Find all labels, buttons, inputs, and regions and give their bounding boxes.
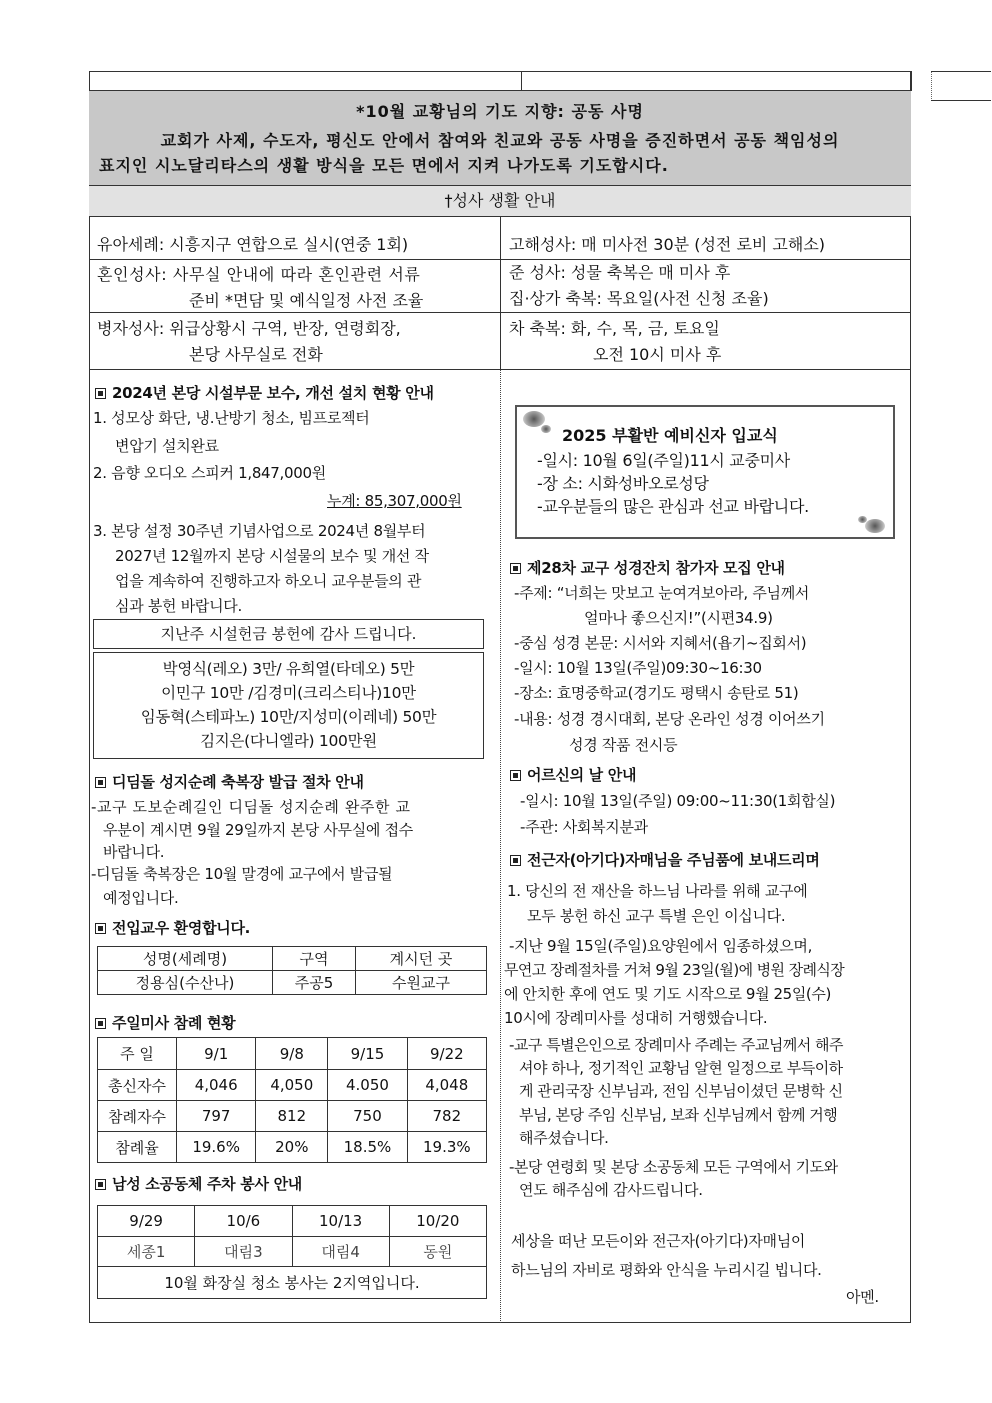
- memorial-text: -본당 연령회 및 본당 소공동체 모든 구역에서 기도와: [509, 1158, 838, 1176]
- facility-item: 변압기 설치완료: [115, 437, 219, 455]
- table-header: 주 일: [98, 1038, 177, 1070]
- square-bullet-icon: [95, 777, 106, 788]
- memorial-text: -지난 9월 15일(주일)요양원에서 임종하셨으며,: [509, 937, 813, 955]
- bible-text: 얼마나 좋으신지!”(시편34.9): [584, 609, 773, 627]
- memorial-text: 모두 봉헌 하신 교구 특별 은인 이십니다.: [527, 907, 786, 925]
- facility-title: 2024년 본당 시설부문 보수, 개선 설치 현황 안내: [95, 382, 434, 403]
- square-bullet-icon: [95, 1018, 106, 1029]
- bible-text: -주제: “너희는 맛보고 눈여겨보아라, 주님께서: [514, 584, 810, 602]
- facility-item: 심과 봉헌 바랍니다.: [115, 597, 242, 615]
- car-blessing: 오전 10시 미사 후: [593, 345, 722, 364]
- prayer-title: *10월 교황님의 기도 지향: 공동 사명: [356, 102, 644, 121]
- table-cell: 동원: [389, 1237, 486, 1267]
- catechumen-text: -교우분들의 많은 관심과 선교 바랍니다.: [537, 497, 809, 516]
- table-cell: 세종1: [98, 1237, 195, 1267]
- bible-title: 제28차 교구 성경잔치 참가자 모집 안내: [510, 557, 785, 578]
- bible-text: -일시: 10월 13일(주일)09:30~16:30: [514, 659, 762, 677]
- sacrament-header: †성사 생활 안내: [89, 186, 911, 217]
- didimdol-title: 디딤돌 성지순례 축복장 발급 절차 안내: [95, 771, 364, 792]
- facility-item: 3. 본당 설정 30주년 기념사업으로 2024년 8월부터: [93, 522, 426, 540]
- table-header: 9/22: [407, 1038, 486, 1070]
- header-cell: [931, 71, 991, 101]
- newcomer-table: [97, 946, 487, 995]
- donor-line: 임동혁(스테파노) 10만/지성미(이레네) 50만: [140, 708, 437, 726]
- square-bullet-icon: [510, 770, 521, 781]
- memorial-text: 1. 당신의 전 재산을 하느님 나라를 위해 교구에: [507, 882, 808, 900]
- table-cell: 4.050: [328, 1070, 407, 1101]
- marriage: 준비 *면담 및 예식일정 사전 조율: [189, 291, 424, 310]
- memorial-text: 무연고 장례절차를 거쳐 9월 23일(월)에 병원 장례식장: [504, 961, 845, 979]
- table-cell: 19.3%: [407, 1132, 486, 1163]
- sacrament-row: [89, 260, 911, 313]
- decoration-icon: [865, 519, 885, 533]
- table-header: 9/15: [328, 1038, 407, 1070]
- table-cell: 19.6%: [177, 1132, 256, 1163]
- catechumen-text: -일시: 10월 6일(주일)11시 교중미사: [537, 451, 790, 470]
- memorial-text: 해주셨습니다.: [519, 1129, 609, 1147]
- donor-line: 김지은(다니엘라) 100만원: [200, 732, 377, 750]
- sacramental-blessing: 준 성사: 성물 축복은 매 미사 후: [509, 263, 731, 282]
- facility-item: 업을 계속하여 진행하고자 하오니 교우분들의 관: [115, 572, 422, 590]
- catechumen-text: -장 소: 시화성바오로성당: [537, 474, 709, 493]
- elderly-text: -주관: 사회복지분과: [520, 818, 648, 836]
- prayer-body: [89, 128, 911, 178]
- memorial-text: 세상을 떠난 모든이와 전근자(아기다)자매님이: [511, 1232, 806, 1250]
- square-bullet-icon: [510, 855, 521, 866]
- prayer-line: 교회가 사제, 수도자, 평신도 안에서 참여와 친교와 공동 사명을 증진하면서 공동 책임성의: [160, 131, 840, 150]
- memorial-text: -교구 특별은인으로 장례미사 주례는 주교님께서 해주: [509, 1036, 844, 1054]
- table-header: 성명(세례명): [98, 947, 273, 971]
- car-blessing: 차 축복: 화, 수, 목, 금, 토요일: [509, 319, 720, 338]
- table-row-label: 총신자수: [98, 1070, 177, 1101]
- table-cell: 대림4: [292, 1237, 389, 1267]
- donor-line: 박영식(레오) 3만/ 유희열(타데오) 5만: [162, 660, 415, 678]
- didimdol-text: -디딤돌 축복장은 10월 말경에 교구에서 발급될: [91, 865, 393, 883]
- table-row-label: 참례자수: [98, 1101, 177, 1132]
- house-blessing: 집·상가 축복: 목요일(사전 신청 조율): [509, 289, 769, 308]
- table-cell: 797: [177, 1101, 256, 1132]
- square-bullet-icon: [95, 1179, 106, 1190]
- anointing-sick: 병자성사: 위급상황시 구역, 반장, 연령회장,: [97, 319, 401, 338]
- memorial-text: 에 안치한 후에 연도 및 기도 시작으로 9월 25일(수): [504, 985, 831, 1003]
- square-bullet-icon: [510, 563, 521, 574]
- decoration-icon: [541, 425, 551, 433]
- table-header: 9/29: [98, 1206, 195, 1237]
- sacrament-row: [89, 313, 911, 370]
- didimdol-text: 바랍니다.: [103, 843, 165, 861]
- facility-item: 2027년 12월까지 본당 시설물의 보수 및 개선 작: [115, 547, 429, 565]
- square-bullet-icon: [95, 923, 106, 934]
- table-cell: 4,048: [407, 1070, 486, 1101]
- table-cell: 수원교구: [356, 971, 487, 995]
- bible-text: -장소: 효명중학교(경기도 평택시 송탄로 51): [514, 684, 799, 702]
- catechumen-title: 2025 부활반 예비신자 입교식: [562, 426, 778, 445]
- memorial-amen: 아멘.: [846, 1288, 879, 1306]
- memorial-text: 하느님의 자비로 평화와 안식을 누리시길 빕니다.: [511, 1261, 822, 1279]
- table-header: 10/6: [195, 1206, 292, 1237]
- memorial-text: 부님, 본당 주임 신부님, 보좌 신부님께서 함께 거행: [519, 1106, 838, 1124]
- mass-attendance-table: [97, 1037, 487, 1163]
- memorial-title: 전근자(아기다)자매님을 주님품에 보내드리며: [510, 849, 820, 870]
- prayer-intention: [89, 90, 911, 186]
- marriage: 혼인성사: 사무실 안내에 따라 혼인관련 서류: [97, 265, 421, 284]
- didimdol-text: -교구 도보순례길인 디딤돌 성지순례 완주한 교: [91, 798, 411, 816]
- table-cell: 18.5%: [328, 1132, 407, 1163]
- bible-text: -내용: 성경 경시대회, 본당 온라인 성경 이어쓰기: [514, 710, 825, 728]
- table-header: 10/20: [389, 1206, 486, 1237]
- didimdol-text: 예정입니다.: [103, 889, 179, 907]
- table-header: 10/13: [292, 1206, 389, 1237]
- table-cell: 750: [328, 1101, 407, 1132]
- newcomer-title: 전입교우 환영합니다.: [95, 917, 250, 938]
- table-header: 계시던 곳: [356, 947, 487, 971]
- table-cell: 4,046: [177, 1070, 256, 1101]
- table-cell: 782: [407, 1101, 486, 1132]
- table-cell: 주공5: [273, 971, 356, 995]
- prayer-line: 표지인 시노달리타스의 생활 방식을 모든 면에서 지켜 나가도록 기도합시다.: [99, 156, 669, 175]
- table-header: 9/1: [177, 1038, 256, 1070]
- donor-line: 이민구 10만 /김경미(크리스티나)10만: [161, 684, 416, 702]
- parking-table: [97, 1205, 487, 1299]
- memorial-text: 게 관리국장 신부님과, 전임 신부님이셨던 문병학 신: [519, 1082, 843, 1100]
- elderly-title: 어르신의 날 안내: [510, 764, 636, 785]
- didimdol-text: 우분이 계시면 9월 29일까지 본당 사무실에 접수: [103, 821, 413, 839]
- parking-note: 10월 화장실 청소 봉사는 2지역입니다.: [98, 1267, 487, 1299]
- table-cell: 4,050: [256, 1070, 328, 1101]
- bible-text: -중심 성경 본문: 시서와 지혜서(욥기~집회서): [514, 634, 807, 652]
- decoration-icon: [858, 516, 867, 523]
- infant-baptism: 유아세례: 시흥지구 연합으로 실시(연중 1회): [97, 235, 409, 254]
- facility-total: 누계: 85,307,000원: [327, 492, 462, 510]
- table-cell: 정용심(수산나): [98, 971, 273, 995]
- square-bullet-icon: [95, 388, 106, 399]
- table-cell: 대림3: [195, 1237, 292, 1267]
- table-header: 9/8: [256, 1038, 328, 1070]
- parking-title: 남성 소공동체 주차 봉사 안내: [95, 1173, 302, 1194]
- sacrament-row: [89, 217, 911, 260]
- table-header: 구역: [273, 947, 356, 971]
- memorial-text: 셔야 하나, 정기적인 교황님 알현 일정으로 부득이하: [519, 1059, 843, 1077]
- memorial-text: 10시에 장례미사를 성대히 거행했습니다.: [504, 1009, 768, 1027]
- mass-title: 주일미사 참례 현황: [95, 1012, 235, 1033]
- table-cell: 20%: [256, 1132, 328, 1163]
- facility-item: 2. 음향 오디오 스피커 1,847,000원: [93, 464, 326, 482]
- memorial-text: 연도 해주심에 감사드립니다.: [519, 1181, 703, 1199]
- confession: 고해성사: 매 미사전 30분 (성전 로비 고해소): [509, 235, 826, 254]
- thanks-box-title: 지난주 시설헌금 봉헌에 감사 드립니다.: [93, 619, 484, 649]
- elderly-text: -일시: 10월 13일(주일) 09:00~11:30(1회합실): [520, 792, 836, 810]
- table-cell: 812: [256, 1101, 328, 1132]
- facility-item: 1. 성모상 화단, 냉.난방기 청소, 빔프로젝터: [93, 409, 370, 427]
- decoration-icon: [523, 411, 545, 427]
- bible-text: 성경 작품 전시등: [569, 736, 678, 754]
- donor-list: [93, 652, 484, 759]
- anointing-sick: 본당 사무실로 전화: [189, 345, 323, 364]
- table-row-label: 참례율: [98, 1132, 177, 1163]
- header-cell: [911, 71, 932, 99]
